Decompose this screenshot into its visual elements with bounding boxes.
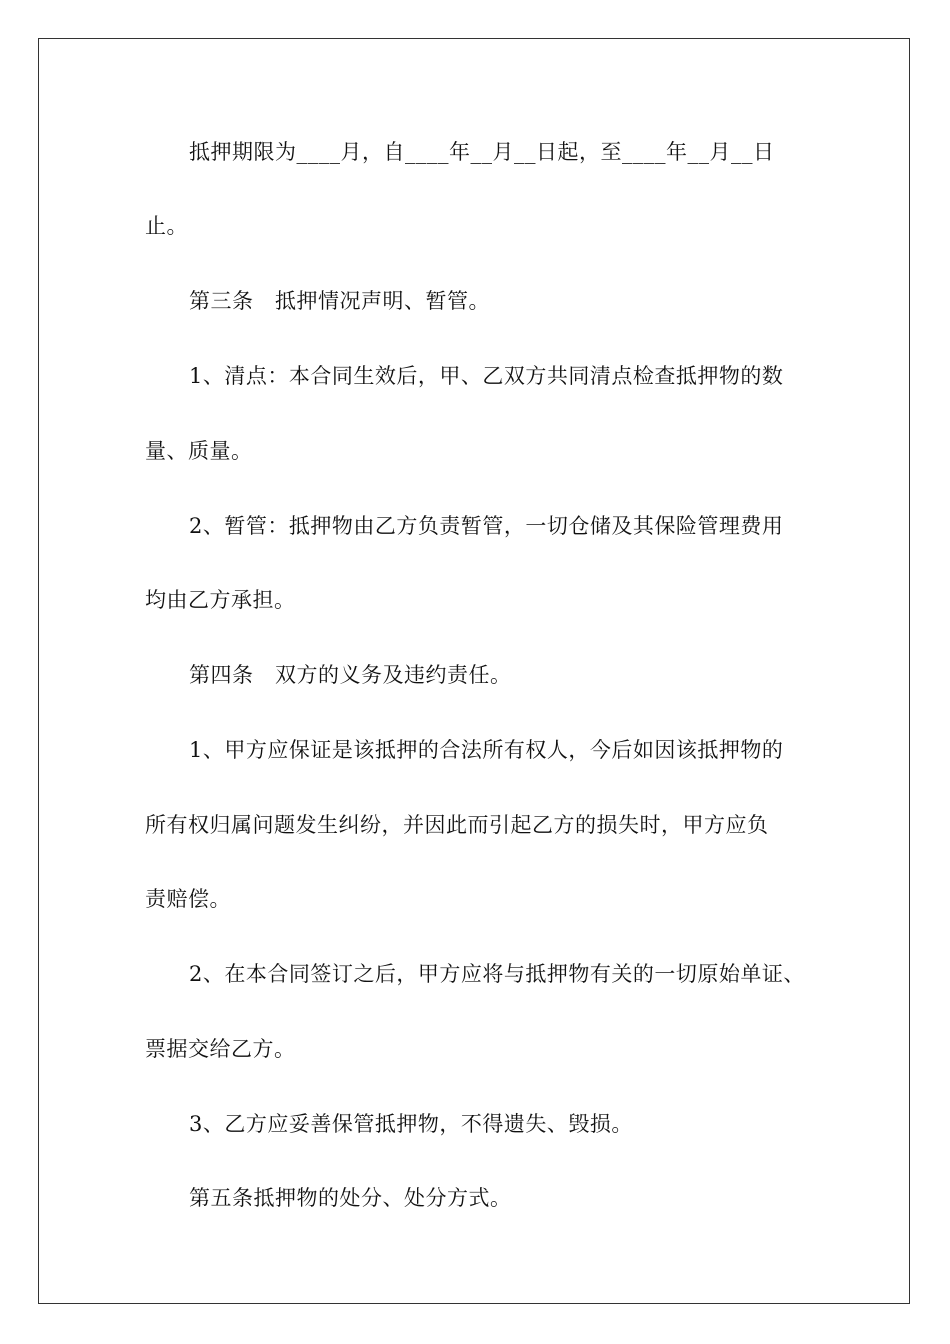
- article-4-heading: 第四条 双方的义务及违约责任。: [189, 663, 512, 687]
- text-line-obligation-2-cont: 票据交给乙方。: [145, 1037, 296, 1061]
- text-line-inventory: 1、清点：本合同生效后，甲、乙双方共同清点检查抵押物的数: [189, 364, 784, 388]
- text-line-custody: 2、暂管：抵押物由乙方负责暂管，一切仓储及其保险管理费用: [189, 514, 784, 538]
- text-line-obligation-1-cont: 所有权归属问题发生纠纷，并因此而引起乙方的损失时，甲方应负: [145, 813, 769, 837]
- text-line-custody-cont: 均由乙方承担。: [145, 588, 296, 612]
- text-line-obligation-3: 3、乙方应妥善保管抵押物，不得遗失、毁损。: [189, 1112, 633, 1136]
- text-line-inventory-cont: 量、质量。: [145, 439, 253, 463]
- text-line-term-period-end: 止。: [145, 214, 188, 238]
- article-3-heading: 第三条 抵押情况声明、暂管。: [189, 289, 490, 313]
- text-line-term-period: 抵押期限为____月，自____年__月__日起，至____年__月__日: [189, 140, 775, 164]
- text-line-obligation-2: 2、在本合同签订之后，甲方应将与抵押物有关的一切原始单证、: [189, 962, 805, 986]
- text-line-obligation-1-end: 责赔偿。: [145, 887, 231, 911]
- article-5-heading: 第五条抵押物的处分、处分方式。: [189, 1186, 512, 1210]
- text-line-obligation-1: 1、甲方应保证是该抵押的合法所有权人，今后如因该抵押物的: [189, 738, 784, 762]
